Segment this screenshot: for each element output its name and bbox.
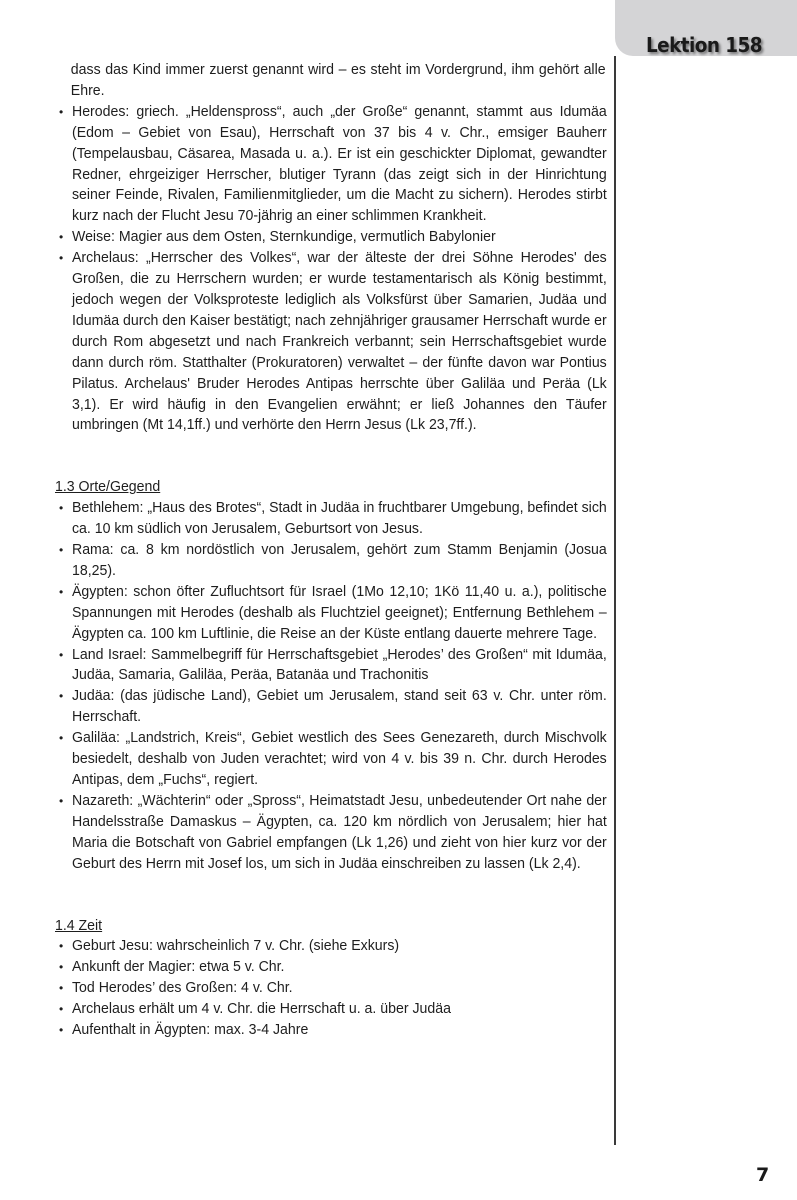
bullet-icon: • — [59, 251, 64, 266]
page-number: 7 — [756, 1164, 770, 1186]
bullet-icon: • — [59, 584, 64, 599]
bullet-icon: • — [59, 1023, 64, 1038]
bullet-icon: • — [59, 230, 64, 245]
list-item: • Herodes: griech. „Heldenspross“, auch „der Große“ genannt, stammt aus Idumäa (Edom – Gebiet von Esau), Herrschaft von 37 bis 4 v. Chr., emsiger Bauherr (Tempelausbau, Cäsarea, Masada u. a.). Er ist ein geschickter Diplomat, gewandter Redner, ehrgeiziger Herrscher, blutiger Tyrann (das zeigt sich in der Hinrichtung seiner Feinde, Rivalen, Familienmitglieder, um die Macht zu sichern). Herodes stirbt kurz nach der Flucht Jesu 70-jährig an einer schlimmen Krankheit. — [59, 102, 607, 225]
list-item: • Nazareth: „Wächterin“ oder „Spross“, Heimatstadt Jesu, unbedeutender Ort nahe der Handelsstraße Damaskus – Ägypten, ca. 120 km nördlich von Jerusalem; hier hat Maria die Botschaft von Gabriel empfangen (Lk 1,26) und zieht von hier kurz vor der Geburt des Herrn mit Josef los, um sich in Judäa einschreiben zu lassen (Lk 2,4). — [59, 791, 607, 872]
bullet-icon: • — [59, 104, 64, 119]
section-heading-places: 1.3 Orte/Gegend — [55, 478, 161, 496]
list-item: • Judäa: (das jüdische Land), Gebiet um Jerusalem, stand seit 63 v. Chr. unter röm. Herrschaft. — [59, 687, 607, 726]
bullet-icon: • — [59, 689, 64, 704]
margin-divider — [614, 56, 616, 1145]
list-item: • Ankunft der Magier: etwa 5 v. Chr. — [55, 957, 599, 978]
bullet-icon: • — [59, 647, 64, 662]
bullet-icon: • — [59, 731, 64, 746]
bullet-icon: • — [59, 793, 64, 808]
lesson-title: Lektion 158 — [646, 33, 763, 57]
time-list — [55, 936, 599, 1041]
list-item: • Archelaus: „Herrscher des Volkes“, war der älteste der drei Söhne Herodes' des Großen, die zu Herrschern wurden; er wurde testamentarisch als König bestimmt, jedoch wegen der Volksproteste lediglich als Volksfürst über Samarien, Judäa und Idumäa durch den Kaiser bestätigt; nach zehnjähriger grausamer Herrschaft wurde er durch Rom abgesetzt und nach Frankreich verbannt; sein Herrschaftsgebiet wurde dann durch röm. Statthalter (Prokuratoren) verwaltet – der fünfte davon war Pontius Pilatus. Archelaus' Bruder Herodes Antipas herrschte über Galiläa und Peräa (Lk 3,1). Er wird häufig in den Evangelien erwähnt; er ließ Johannes den Täufer umbringen (Mt 14,1ff.) und verhörte den Herrn Jesus (Lk 23,7ff.). — [59, 249, 607, 434]
persons-list — [55, 102, 607, 437]
bullet-icon: • — [59, 501, 64, 516]
bullet-icon: • — [59, 1002, 64, 1017]
list-item: • Archelaus erhält um 4 v. Chr. die Herrschaft u. a. über Judäa — [55, 999, 599, 1020]
list-item: • Tod Herodes’ des Großen: 4 v. Chr. — [55, 978, 599, 999]
bullet-icon: • — [59, 939, 64, 954]
bullet-icon: • — [59, 960, 64, 975]
list-item: • Ägypten: schon öfter Zufluchtsort für Israel (1Mo 12,10; 1Kö 11,40 u. a.), politische Spannungen mit Herodes (deshalb als Fluchtziel geeignet); Entfernung Bethlehem – Ägypten ca. 100 km Luftlinie, die Reise an der Küste entlang dauerte mehrere Tage. — [59, 582, 607, 642]
list-item: • Rama: ca. 8 km nordöstlich von Jerusalem, gehört zum Stamm Benjamin (Josua 18,25). — [59, 541, 607, 579]
list-item: • Weise: Magier aus dem Osten, Sternkundige, vermutlich Babylonier — [55, 227, 599, 248]
bullet-icon: • — [59, 981, 64, 996]
list-item: • Bethlehem: „Haus des Brotes“, Stadt in Judäa in fruchtbarer Umgebung, befindet sich ca. 10 km südlich von Jerusalem, Geburtsort von Jesus. — [59, 499, 607, 538]
list-item: • Geburt Jesu: wahrscheinlich 7 v. Chr. (siehe Exkurs) — [55, 936, 599, 957]
list-item: • Aufenthalt in Ägypten: max. 3-4 Jahre — [55, 1020, 599, 1041]
bullet-icon: • — [59, 543, 64, 558]
page-content — [55, 60, 607, 1041]
continuation-text: dass das Kind immer zuerst genannt wird – es steht im Vordergrund, ihm gehört alle Ehre. — [70, 61, 606, 99]
list-item: • Galiläa: „Landstrich, Kreis“, Gebiet westlich des Sees Genezareth, durch Mischvolk besiedelt, deshalb von Juden verachtet; wird von 4 v. bis 39 n. Chr. durch Herodes Antipas, dem „Fuchs“, regiert. — [59, 729, 607, 788]
section-heading-time: 1.4 Zeit — [55, 916, 103, 934]
places-list — [55, 498, 607, 874]
list-item: • Land Israel: Sammelbegriff für Herrschaftsgebiet „Herodes’ des Großen“ mit Idumäa, Judäa, Samaria, Galiläa, Peräa, Batanäa und Trachonitis — [59, 645, 607, 684]
